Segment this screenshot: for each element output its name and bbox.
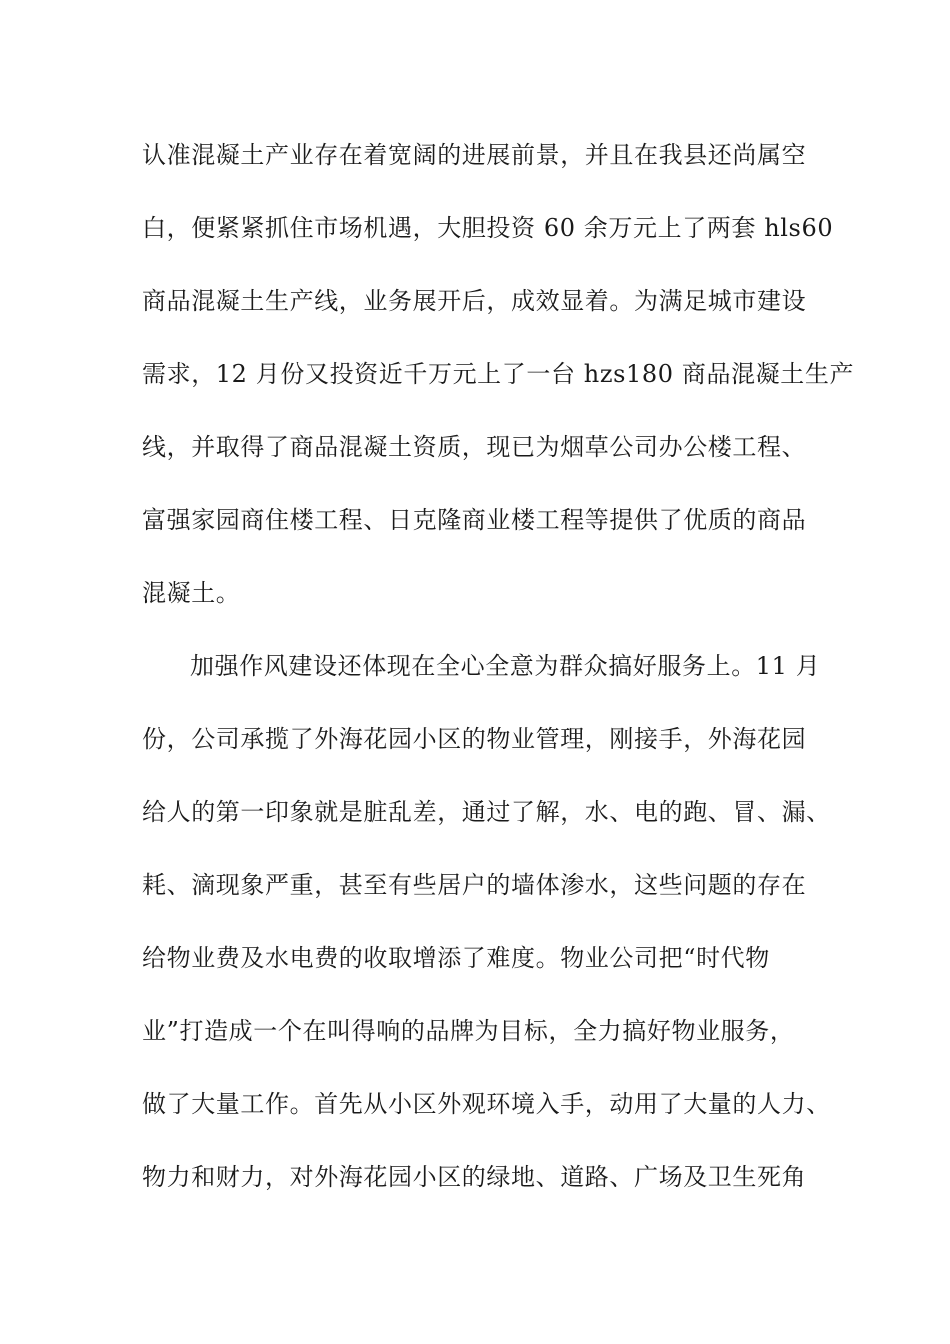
text-line: 白，便紧紧抓住市场机遇，大胆投资 60 余万元上了两套 hls60 bbox=[142, 214, 834, 242]
text-line: 线，并取得了商品混凝土资质，现已为烟草公司办公楼工程、 bbox=[142, 433, 807, 461]
body-text bbox=[142, 129, 855, 1224]
text-line: 业”打造成一个在叫得响的品牌为目标，全力搞好物业服务， bbox=[142, 1017, 795, 1045]
text-line: 做了大量工作。首先从小区外观环境入手，动用了大量的人力、 bbox=[142, 1090, 831, 1118]
paragraph-first-line: 加强作风建设还体现在全心全意为群众搞好服务上。11 月 bbox=[190, 652, 821, 680]
text-line: 认准混凝土产业存在着宽阔的进展前景，并且在我县还尚属空 bbox=[142, 141, 807, 169]
text-line: 混凝土。 bbox=[142, 579, 241, 607]
text-line: 耗、滴现象严重，甚至有些居户的墙体渗水，这些问题的存在 bbox=[142, 871, 807, 899]
text-line: 富强家园商住楼工程、日克隆商业楼工程等提供了优质的商品 bbox=[142, 506, 807, 534]
text-line: 物力和财力，对外海花园小区的绿地、道路、广场及卫生死角 bbox=[142, 1163, 807, 1191]
text-line: 需求，12 月份又投资近千万元上了一台 hzs180 商品混凝土生产 bbox=[142, 360, 855, 388]
text-line: 给人的第一印象就是脏乱差，通过了解，水、电的跑、冒、漏、 bbox=[142, 798, 831, 826]
text-line: 给物业费及水电费的收取增添了难度。物业公司把“时代物 bbox=[142, 944, 770, 972]
text-line: 份，公司承揽了外海花园小区的物业管理，刚接手，外海花园 bbox=[142, 725, 807, 753]
text-line: 商品混凝土生产线，业务展开后，成效显着。为满足城市建设 bbox=[142, 287, 807, 315]
